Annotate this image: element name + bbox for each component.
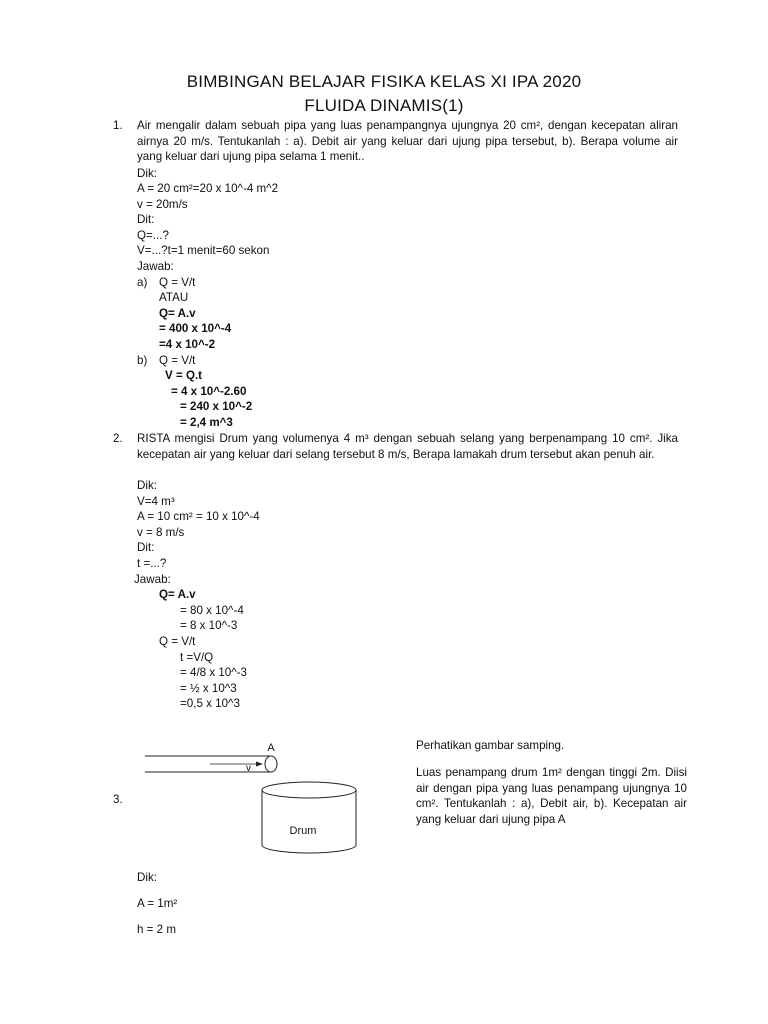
q2-step3: = 8 x 10^-3	[180, 619, 238, 632]
q1-b-line1: Q = V/t	[159, 354, 196, 367]
document-title: BIMBINGAN BELAJAR FISIKA KELAS XI IPA 2020	[186, 72, 582, 91]
q2-given-velocity: v = 8 m/s	[137, 526, 185, 539]
q2-step8: =0,5 x 10^3	[180, 697, 240, 710]
q2-step4: Q = V/t	[159, 635, 196, 648]
q2-dik-label: Dik:	[137, 479, 157, 492]
document-subtitle: FLUIDA DINAMIS(1)	[304, 96, 464, 115]
q3-side-text: Luas penampang drum 1m² dengan tinggi 2m. Diisi air dengan pipa yang luas penampang ujungnya 10 cm². Tentukanlah : a), Debit air, b). Kecepatan air yang keluar dari ujung pipa A	[416, 766, 687, 826]
q1-ask-v: V=...?t=1 menit=60 sekon	[137, 244, 270, 257]
q1-b-line2: V = Q.t	[165, 369, 203, 382]
q3-given-area: A = 1m²	[137, 897, 178, 910]
pipe-drum-figure	[140, 738, 370, 858]
q2-step5: t =V/Q	[180, 651, 214, 664]
q1-part-a-label: a)	[137, 276, 148, 289]
q1-b-line4: = 240 x 10^-2	[180, 400, 253, 413]
q2-dit-label: Dit:	[137, 541, 155, 554]
drum-shape	[262, 782, 356, 853]
q1-a-line2: ATAU	[159, 291, 189, 304]
q1-b-line3: = 4 x 10^-2.60	[171, 385, 247, 398]
pipe-end-label: A	[267, 742, 275, 754]
q1-b-line5: = 2,4 m^3	[180, 416, 233, 429]
q2-ask-t: t =...?	[137, 557, 167, 570]
q1-given-velocity: v = 20m/s	[137, 198, 188, 211]
q3-side-title: Perhatikan gambar samping.	[416, 739, 565, 752]
q1-ask-q: Q=...?	[137, 229, 169, 242]
q1-number: 1.	[113, 119, 123, 132]
q1-part-b-label: b)	[137, 354, 148, 367]
q1-given-area: A = 20 cm²=20 x 10^-4 m^2	[137, 182, 279, 195]
flow-arrow	[210, 762, 263, 767]
q3-given-height: h = 2 m	[137, 923, 176, 936]
q2-given-volume: V=4 m³	[137, 495, 175, 508]
q1-a-line1: Q = V/t	[159, 276, 196, 289]
q1-question: Air mengalir dalam sebuah pipa yang luas penampangnya ujungnya 20 cm², dengan kecepatan aliran airnya 20 m/s. Tentukanlah : a). Debit air yang keluar dari ujung pipa tersebut, b). Berapa volume air yang keluar dari ujung pipa selama 1 menit..	[137, 119, 678, 164]
q1-a-line5: =4 x 10^-2	[159, 338, 216, 351]
q1-dit-label: Dit:	[137, 213, 155, 226]
q1-dik-label: Dik:	[137, 167, 157, 180]
q1-a-line4: = 400 x 10^-4	[159, 322, 232, 335]
q2-given-area: A = 10 cm² = 10 x 10^-4	[137, 510, 260, 523]
q2-step6: = 4/8 x 10^-3	[180, 666, 247, 679]
q2-jawab-label: Jawab:	[134, 573, 171, 586]
q2-step1: Q= A.v	[159, 588, 196, 601]
q3-number: 3.	[113, 793, 123, 806]
q2-step2: = 80 x 10^-4	[180, 604, 244, 617]
velocity-label: v	[246, 763, 251, 774]
q1-jawab-label: Jawab:	[137, 260, 174, 273]
q2-question: RISTA mengisi Drum yang volumenya 4 m³ dengan sebuah selang yang berpenampang 10 cm². Jika kecepatan air yang keluar dari selang tersebut 8 m/s, Berapa lamakah drum tersebut akan penuh air.	[137, 432, 678, 461]
q2-number: 2.	[113, 432, 123, 445]
drum-label: Drum	[289, 825, 317, 837]
q2-step7: = ½ x 10^3	[180, 682, 237, 695]
q3-dik-label: Dik:	[137, 871, 157, 884]
q1-a-line3: Q= A.v	[159, 307, 196, 320]
